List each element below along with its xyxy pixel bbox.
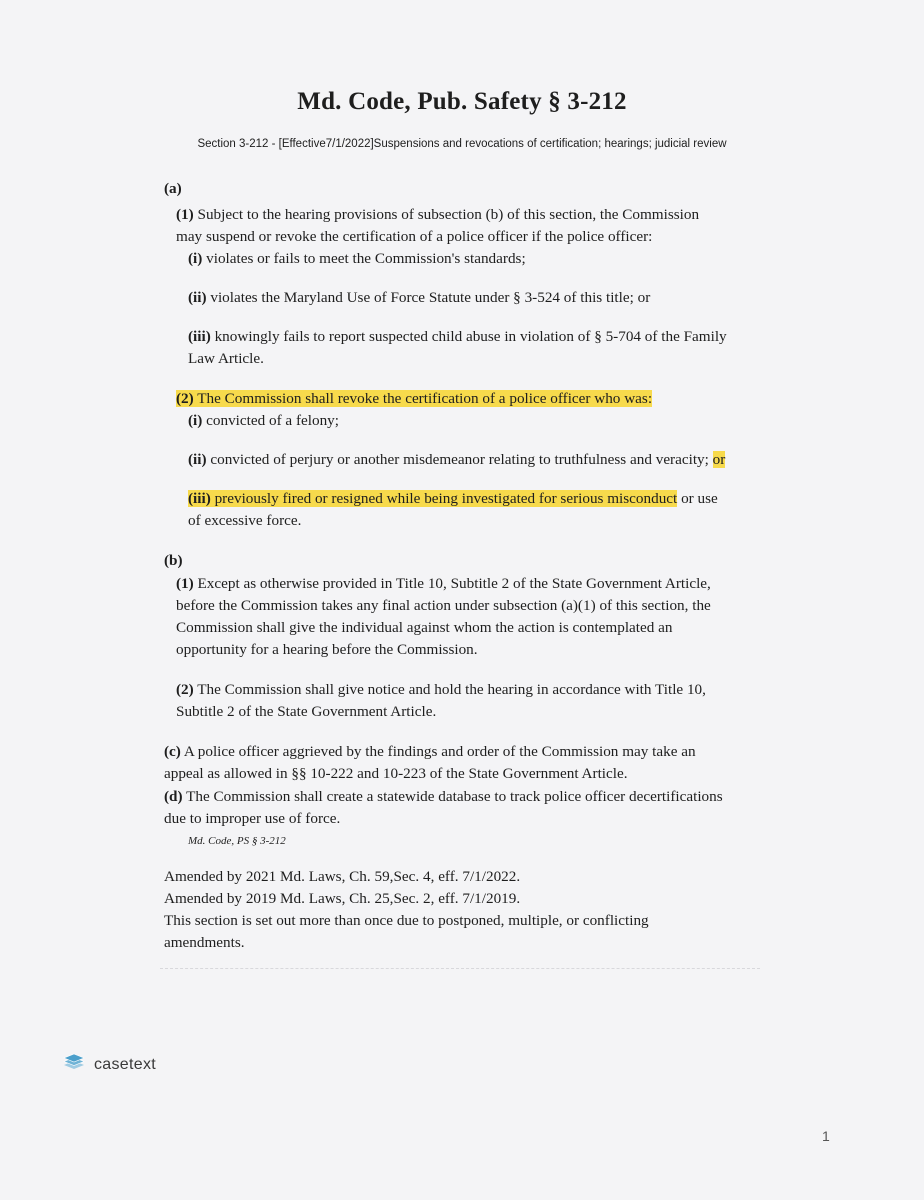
- b1-line1: [176, 573, 711, 595]
- document-title: Md. Code, Pub. Safety § 3-212: [297, 88, 627, 115]
- d-line1: [164, 786, 723, 808]
- a1-ii-text: violates the Maryland Use of Force Statute under § 3-524 of this title; or: [210, 289, 651, 306]
- a2-line: [176, 388, 652, 410]
- a2-num: (2): [176, 390, 194, 407]
- a1-iii-num: (iii): [188, 328, 211, 345]
- a2-iii-rest: or use: [681, 490, 718, 507]
- page-number: 1: [822, 1128, 830, 1144]
- section-b-label: (b): [164, 552, 183, 569]
- a2-ii: [188, 449, 725, 471]
- a2-ii-text: convicted of perjury or another misdemeanor relating to truthfulness and veracity;: [210, 451, 709, 468]
- a1-ii: [188, 287, 650, 309]
- c-line2: appeal as allowed in §§ 10-222 and 10-223 of the State Government Article.: [164, 765, 628, 782]
- d-num: (d): [164, 788, 183, 805]
- c-line1: [164, 741, 696, 763]
- a2-iii: [188, 488, 718, 510]
- a2-i-num: (i): [188, 412, 203, 429]
- c-text1: A police officer aggrieved by the findings and order of the Commission may take an: [183, 743, 696, 760]
- document-subtitle: Section 3-212 - [Effective7/1/2022]Suspensions and revocations of certification; hearings; judicial review: [197, 138, 727, 150]
- b1-line4: opportunity for a hearing before the Commission.: [176, 641, 478, 658]
- a2-iii-num: (iii): [188, 490, 211, 507]
- a2-iii-highlight: [188, 490, 677, 507]
- b1-line3: Commission shall give the individual against whom the action is contemplated an: [176, 619, 673, 636]
- a1-iii-line2: Law Article.: [188, 350, 264, 367]
- c-num: (c): [164, 743, 181, 760]
- a2-iii-hl-text: previously fired or resigned while being investigated for serious misconduct: [214, 490, 678, 507]
- a2-i: [188, 410, 339, 432]
- d-line2: due to improper use of force.: [164, 810, 341, 827]
- a1-i: [188, 248, 526, 270]
- history-line2: Amended by 2019 Md. Laws, Ch. 25,Sec. 2, eff. 7/1/2019.: [164, 890, 521, 907]
- divider: [160, 968, 760, 969]
- a2-ii-or: or: [712, 451, 726, 468]
- a2-ii-num: (ii): [188, 451, 207, 468]
- b2-num: (2): [176, 681, 194, 698]
- a1-line2: may suspend or revoke the certification of a police officer if the police officer:: [176, 228, 653, 245]
- a1-text1: Subject to the hearing provisions of subsection (b) of this section, the Commission: [197, 206, 700, 223]
- a1-line1: [176, 204, 699, 226]
- a2-iii-line2: of excessive force.: [188, 512, 302, 529]
- b1-num: (1): [176, 575, 194, 592]
- a1-num: (1): [176, 206, 194, 223]
- a2-text: The Commission shall revoke the certification of a police officer who was:: [197, 390, 653, 407]
- a2-highlight: [176, 390, 652, 407]
- d-text1: The Commission shall create a statewide database to track police officer decertifications: [186, 788, 723, 805]
- brand-name: casetext: [94, 1055, 156, 1073]
- layered-stack-icon: [62, 1052, 86, 1077]
- b2-line2: Subtitle 2 of the State Government Article.: [176, 703, 437, 720]
- history-line1: Amended by 2021 Md. Laws, Ch. 59,Sec. 4, eff. 7/1/2022.: [164, 868, 521, 885]
- citation: Md. Code, PS § 3-212: [188, 835, 286, 847]
- casetext-logo: [62, 1052, 156, 1077]
- a1-i-num: (i): [188, 250, 203, 267]
- b1-text1: Except as otherwise provided in Title 10, Subtitle 2 of the State Government Article,: [197, 575, 711, 592]
- a1-i-text: violates or fails to meet the Commission's standards;: [206, 250, 526, 267]
- b1-line2: before the Commission takes any final action under subsection (a)(1) of this section, the: [176, 597, 711, 614]
- history-line3: This section is set out more than once due to postponed, multiple, or conflicting: [164, 912, 649, 929]
- a1-ii-num: (ii): [188, 289, 207, 306]
- b2-line1: [176, 679, 706, 701]
- section-a-label: (a): [164, 180, 182, 197]
- history-line4: amendments.: [164, 934, 245, 951]
- a2-i-text: convicted of a felony;: [206, 412, 339, 429]
- a1-iii-text1: knowingly fails to report suspected child abuse in violation of § 5-704 of the Family: [214, 328, 727, 345]
- b2-text1: The Commission shall give notice and hold the hearing in accordance with Title 10,: [197, 681, 706, 698]
- a1-iii: [188, 326, 727, 348]
